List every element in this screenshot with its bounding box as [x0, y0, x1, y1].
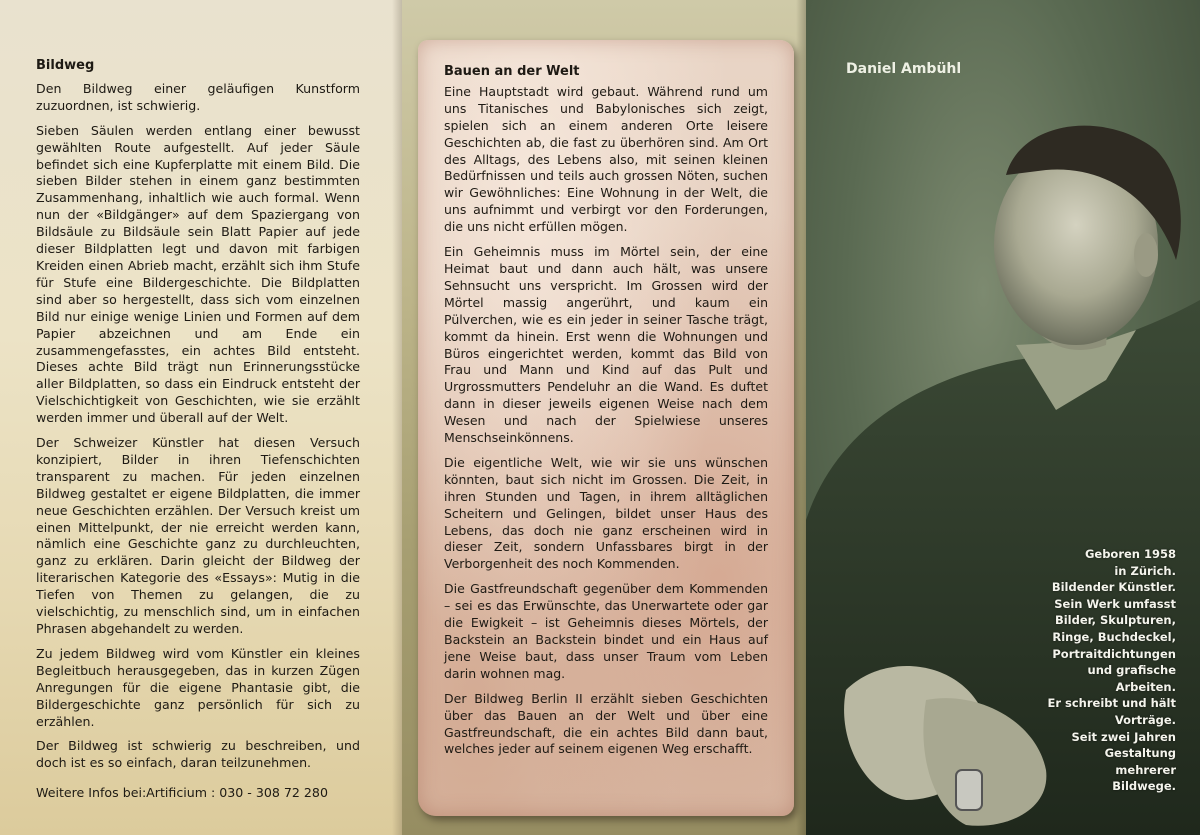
brick-image [418, 40, 794, 816]
left-panel [0, 0, 402, 835]
bauen-paragraph-5: Der Bildweg Berlin II erzählt sieben Geschichten über das Bauen an der Welt und über eine Gastfreundschaft, die ein achtes Bild dann baut, welches jeder auf seinem eigenen Weg erschafft. [444, 690, 768, 757]
bio-line: Bildender Künstler. [1051, 580, 1176, 595]
bio-line: Ringe, Buchdeckel, [1052, 629, 1176, 644]
right-panel [806, 0, 1200, 835]
bio-line: Sein Werk umfasst [1054, 596, 1176, 611]
bio-line: und grafische [1087, 663, 1176, 678]
bildweg-paragraph-1: Den Bildweg einer geläufigen Kunstform zuzuordnen, ist schwierig. [36, 80, 360, 113]
bio-line: in Zürich. [1114, 563, 1176, 578]
bildweg-paragraph-5: Der Bildweg ist schwierig zu beschreiben, und doch ist es so einfach, daran teilzunehmen. [36, 738, 360, 771]
bio-line: Bilder, Skulpturen, [1054, 613, 1176, 628]
bio-line: Gestaltung [1104, 746, 1176, 761]
bauen-column [444, 64, 768, 766]
middle-panel [402, 0, 806, 835]
bauen-paragraph-1: Eine Hauptstadt wird gebaut. Während rund um uns Titanisches und Babylonisches sich zeigt, spielen sich an einem anderen Orte leisere Geschichten ab, die fast zu überhören sind. Am Ort des Alltags, des Lebens also, mit seinen kleinen Bedürfnissen und teils auch grossen Nöten, suchen wir Gewöhnliches: Eine Wohnung in der Welt, die uns aufnimmt und verbirgt vor den Forderungen, die uns nicht erfüllen mögen. [444, 83, 768, 235]
bauen-paragraph-3: Die eigentliche Welt, wie wir sie uns wünschen könnten, baut sich nicht im Grossen. Die Zeit, in ihren Stunden und Tagen, in ihrem alltäglichen Scheitern und Gelingen, bildet unser Haus des Lebens, das doch nie ganz erscheinen wird in dieser Zeit, sondern Unfassbares birgt in der Verborgenheit des noch Kommenden. [444, 454, 768, 572]
artist-bio [976, 546, 1176, 795]
bildweg-paragraph-2: Sieben Säulen werden entlang einer bewusst gewählten Route aufgestellt. Auf jeder Säule befindet sich eine Kupferplatte mit einem Bild. Die sieben Bilder stehen in einem ganz bestimmten Zusammenhang, inhaltlich wie auch formal. Wenn nun der «Bildgänger» auf dem Spaziergang von Bildsäule zu Bildsäule sein Blatt Papier auf jede dieser Bildplatten legt und davon mit farbigen Kreiden einen Abrieb macht, erzählt sich ihm Stufe für Stufe eine Bildergeschichte. Die Bildplatten sind aber so hergestellt, dass sich vom einzelnen Bild nur einige wenige Linien und Formen auf dem Papier abzeichnen und am Ende ein zusammengefasstes, ein achtes Bild entsteht. Dieses achte Bild trägt nun Erinnerungsstücke aller Bildplatten, so dass ein Eindruck entsteht der Vielschichtigkeit von Geschichten, wie sie erzählt werden immer und überall auf der Welt. [36, 122, 360, 426]
bio-line: mehrerer [1115, 762, 1176, 777]
bio-line: Geboren 1958 [1084, 547, 1176, 561]
bauen-paragraph-4: Die Gastfreundschaft gegenüber dem Kommenden – sei es das Erwünschte, das Unerwartete oder gar die Ewigkeit – ist Geheimnis dieses Mörtels, der Backstein an Backstein bindet und ein Haus auf jene Weise baut, dass unser Traum vom Leben darin wohnen mag. [444, 581, 768, 681]
bildweg-column [36, 58, 360, 780]
bio-line: Portraitdichtungen [1052, 646, 1176, 661]
bildweg-paragraph-3: Der Schweizer Künstler hat diesen Versuch konzipiert, Bilder in ihren Tiefenschichten transparent zu machen. Für jeden einzelnen Bildweg gestaltet er eigene Bildplatten, die immer neue Geschichten erzählen. Der Versuch kreist um einen Mittelpunkt, der nie erreicht werden kann, nämlich eine Geschichte ganz zu durchleuchten, ganz zu erklären. Darin gleicht der Bildweg der literarischen Kategorie des «Essays»: Mutig in die Tiefen von Themen zu gelangen, die zu vielschichtig, zu menschlich sind, um in einfachen Phrasen abgehandelt zu werden. [36, 435, 360, 636]
bio-line: Er schreibt und hält [1047, 696, 1176, 711]
bildweg-paragraph-4: Zu jedem Bildweg wird vom Künstler ein kleines Begleitbuch herausgegeben, das in kurzen Zügen Anregungen für die eigene Phantasie gibt, die Bildergeschichte ganz persönlich für sich zu erzählen. [36, 645, 360, 729]
bildweg-heading: Bildweg [36, 58, 95, 73]
contact-info: Weitere Infos bei:Artificium : 030 - 308 72 280 [36, 785, 328, 800]
bauen-heading: Bauen an der Welt [444, 64, 580, 79]
bio-line: Vorträge. [1114, 712, 1176, 727]
bio-line: Arbeiten. [1115, 679, 1176, 694]
bio-line: Seit zwei Jahren [1071, 729, 1176, 744]
bauen-paragraph-2: Ein Geheimnis muss im Mörtel sein, der eine Heimat baut und dann auch hält, was unsere Sehnsucht uns verspricht. Im Grossen wird der Mörtel massig angerührt, und kaum ein Pülverchen, wie es ein jeder in seiner Tasche trägt, kommt da hinein. Erst wenn die Wohnungen und Büros eingerichtet werden, kommt das Bild von Frau und Mann und Kind auf das Pult und Urgrossmutters Pendeluhr an die Wand. Es duftet dann in dieser jeweils eigenen Weise nach dem Wesen und nach der Spielwiese unseres Menschseinkönnens. [444, 244, 768, 446]
artist-name: Daniel Ambühl [846, 61, 962, 77]
bio-line: Bildwege. [1112, 779, 1176, 794]
